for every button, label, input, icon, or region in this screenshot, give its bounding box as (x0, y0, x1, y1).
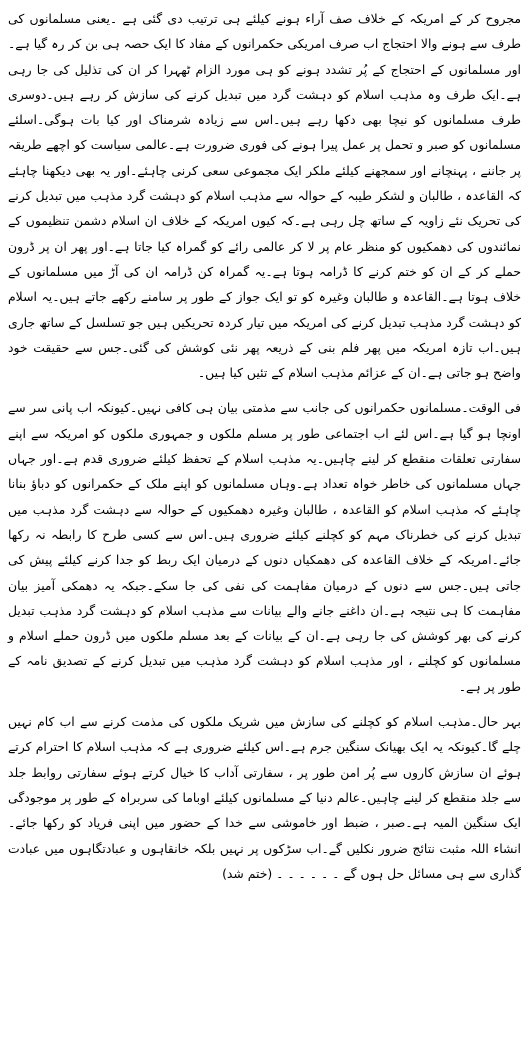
article-paragraph-1: مجروح کر کے امریکہ کے خلاف صف آراء ہونے کیلئے ہی ترتیب دی گئی ہے ۔یعنی مسلمانوں کی طرف سے ہونے والا احتجاج اب صرف امریکی حکمرانوں کے مفاد کا ایک حصہ ہی بن کر رہ گیا ہے۔اور مسلمانوں کے احتجاج کے پُر تشدد ہونے کو ہی مورد الزام ٹھہرا کر ان کی تذلیل کی جا رہی ہے۔ایک طرف وہ مذہب اسلام کو دہشت گرد میں تبدیل کرنے کی سازش کر رہے ہیں۔دوسری طرف مسلمانوں کو نیچا بھی دکھا رہے ہیں۔اس سے زیادہ شرمناک اور کیا بات ہوگی۔اسلئے مسلمانوں کو صبر و تحمل پر عمل پیرا ہونے کی فوری ضرورت ہے۔عالمی سیاست کو اچھے طریقہ پر جاننے ، پہنچانے اور سمجھنے کیلئے ملکر ایک مجموعی سعی کرنی چاہئے۔اور یہ بھی دیکھنا چاہئے کہ القاعدہ ، طالبان و لشکر طیبہ کے حوالہ سے مذہب اسلام کو دہشت گرد مذہب میں تبدیل کرنے کی تحریک نئے زاویہ کے ساتھ چل رہی ہے۔کہ کیوں امریکہ کے خلاف ان اسلام دشمن تنظیموں کے نمائندوں کی دھمکیوں کو منظر عام پر لا کر عالمی رائے کو گمراہ کیا جاتا ہے۔اور پھر ان پر ڈرون حملے کر کے ان کو ختم کرنے کا ڈرامہ ہوتا ہے۔یہ گمراہ کن ڈرامہ ان کی آڑ میں مسلمانوں کے خلاف ہوتا ہے۔القاعدہ و طالبان وغیرہ کو تو ایک جواز کے طور پر سامنے رکھے جاتے ہیں۔یہ اسلام کو دہشت گرد مذہب تبدیل کرنے کی امریکہ میں تیار کردہ تحریکیں ہیں جو تسلسل کے ساتھ جاری ہیں۔اب تازہ امریکہ میں پھر فلم بنی کے ذریعہ پھر نئی کوشش کی گئی۔جس سے حقیقت خود واضح ہو جاتی ہے۔ان کے عزائم مذہب اسلام کے تئیں کیا ہیں۔ (8, 11, 521, 381)
article-paragraph-3: بہر حال۔مذہب اسلام کو کچلنے کی سازش میں شریک ملکوں کی مذمت کرنے سے اب کام نہیں چلے گا۔کیونکہ یہ ایک بھیانک سنگین جرم ہے۔اس کیلئے ضروری ہے کہ مذہب اسلام کا احترام کرتے ہوئے ان سازش کاروں سے پُر امن طور پر ، سفارتی آداب کا خیال کرتے ہوئے سفارتی روابط جلد سے جلد منقطع کر لینے چاہیں۔عالم دنیا کے مسلمانوں کیلئے اوباما کی سربراہ کے طور پر موجودگی ایک سنگین المیہ ہے۔صبر ، ضبط اور خاموشی سے خدا کے حضور میں اپنی فریاد کو رکھا جائے۔انشاء اللہ مثبت نتائج ضرور نکلیں گے۔اب سڑکوں پر نہیں بلکہ خانقاہوں و عبادتگاہوں میں عبادت گذاری سے ہی مسائل حل ہوں گے ۔ ۔ ۔ ۔ ۔ ۔ (ختم شد) (8, 714, 521, 881)
article-paragraph-2: فی الوقت۔مسلمانوں حکمرانوں کی جانب سے مذمتی بیان ہی کافی نہیں۔کیونکہ اب پانی سر سے اونچا ہو گیا ہے۔اس لئے اب اجتماعی طور پر مسلم ملکوں و جمہوری ملکوں کو امریکہ سے اپنے سفارتی تعلقات منقطع کر لینے چاہیں۔یہ مذہب اسلام کے تحفظ کیلئے ضروری قدم ہے۔اور جہاں جہاں مسلمانوں کی خاطر خواہ تعداد ہے۔وہاں مسلمانوں کو اپنے ملک کے حکمرانوں کو دباؤ بنانا چاہئے کہ مذہب اسلام کو القاعدہ ، طالبان وغیرہ دھمکیوں کے حوالہ سے دہشت گرد مذہب میں تبدیل کرنے کی خطرناک مہم کو کچلنے کیلئے ضروری ہیں۔اس سے کسی طرح کا رابطہ نہ رکھا جائے۔امریکہ کے خلاف القاعدہ کی دھمکیاں دنوں کے درمیان ایک ربط کو جدا کرنے کیلئے پیش کی جاتی ہیں۔جس سے دنوں کے درمیان مفاہمت کی نفی کی جا سکے۔جبکہ یہ دھمکی آمیز بیان مفاہمت کا ہی نتیجہ ہے۔ان داغنے جانے والے بیانات سے مذہب اسلام کو دہشت گرد مذہب تبدیل کرنے کی بھر کوشش کی جا رہی ہے۔ان کے بیانات کے بعد مسلم ملکوں میں ڈرون حملے اسلام و مسلمانوں کو کچلنے ، اور مذہب اسلام کو دہشت گرد مذہب میں تبدیل کرنے کے تصدیق نامہ کے طور پر ہے۔ (8, 400, 521, 694)
